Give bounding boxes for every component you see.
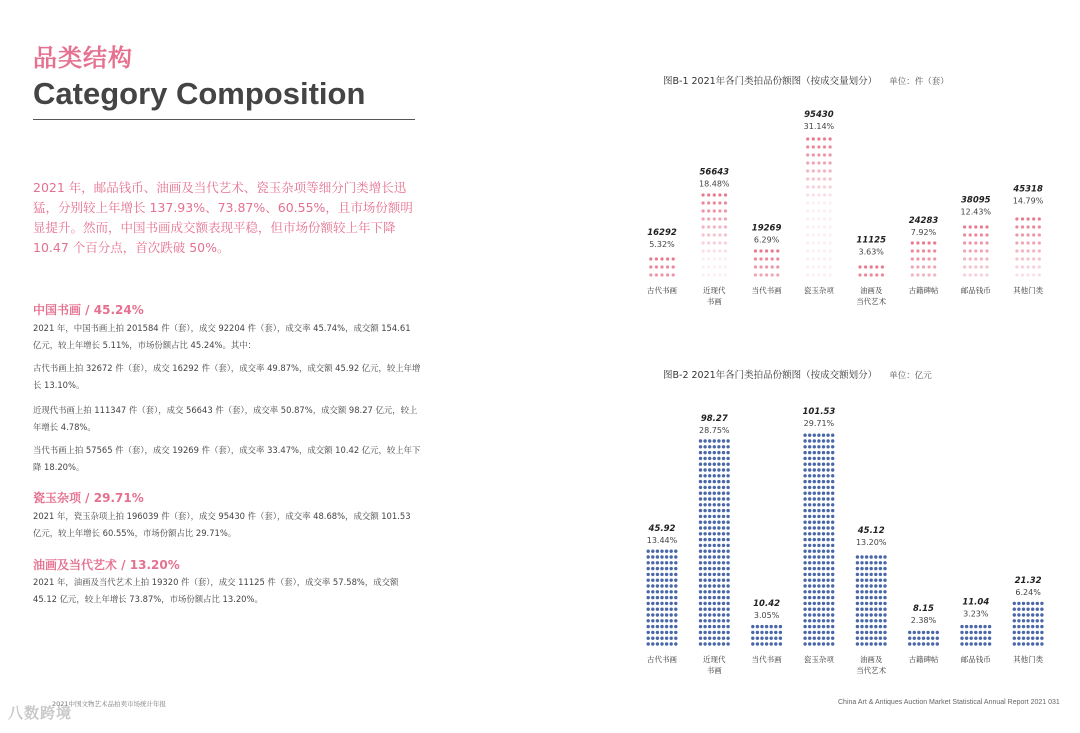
tick-label: 古代书画: [647, 655, 677, 664]
bar: [963, 225, 989, 276]
tick-label: 其他门类: [1013, 286, 1044, 295]
chart-title-volume: [663, 73, 949, 87]
paragraph: 2021 年，瓷玉杂项上拍 196039 件（套），成交 95430 件（套），成交率 48.68%，成交额 101.53 亿元，较上年增长 60.55%，市场份额占比 29.71%。: [33, 511, 411, 538]
data-label-value: 11.04: [962, 597, 990, 608]
tick-label: 当代艺术: [856, 666, 887, 675]
left-page: [0, 0, 430, 733]
bar: [751, 625, 782, 646]
bar-chart-volume: [640, 95, 1060, 325]
footer-right: China Art & Antiques Auction Market Statistical Annual Report 2021 031: [838, 699, 1060, 706]
section-heading-oil-painting: 油画及当代艺术 / 13.20%: [33, 558, 180, 572]
bar: [1015, 217, 1041, 276]
data-label-value: 95430: [804, 110, 834, 120]
tick-label: 邮品钱币: [960, 286, 991, 295]
data-label-value: 10.42: [753, 599, 781, 610]
data-label-value: 8.15: [913, 603, 934, 614]
data-label-percent: 13.20%: [855, 537, 887, 547]
data-label-percent: 28.75%: [699, 425, 730, 435]
chart-unit: 单位：件（套）: [889, 77, 949, 87]
bar: [908, 631, 939, 646]
data-label-percent: 31.14%: [803, 122, 835, 131]
data-label-percent: 3.63%: [858, 247, 884, 257]
bar: [754, 249, 780, 276]
data-label-value: 45318: [1013, 184, 1043, 195]
chart-title-text: 图B-1 2021年各门类拍品份额图（按成交量划分）: [663, 76, 878, 87]
data-label-percent: 2.38%: [910, 615, 937, 625]
footer-left: 2021中国文物艺术品拍卖市场统计年报: [52, 700, 167, 708]
data-label-percent: 18.48%: [699, 179, 730, 189]
paragraph: 2021 年，油画及当代艺术上拍 19320 件（套），成交 11125 件（套），成交率 57.58%，成交额 45.12 亿元，较上年增长 73.87%，市场份额占比 13.20%。: [33, 577, 399, 604]
tick-label: 当代书画: [751, 286, 782, 295]
tick-label: 油画及: [859, 286, 883, 295]
bar: [699, 439, 730, 645]
bar: [649, 257, 675, 276]
bar: [960, 625, 991, 646]
tick-label: 当代艺术: [856, 297, 887, 306]
data-label-value: 16292: [647, 227, 677, 238]
data-label-value: 19269: [751, 223, 782, 234]
paragraph: 2021 年，中国书画上拍 201584 件（套），成交 92204 件（套），成交率 45.74%，成交额 154.61 亿元，较上年增长 5.11%，市场份额占比 45.24%。其中：: [33, 323, 411, 350]
data-label-value: 45.12: [857, 525, 885, 536]
tick-label: 古籍碑帖: [908, 655, 939, 664]
bar: [702, 193, 728, 276]
chart-unit: 单位：亿元: [889, 371, 932, 381]
page-title-cn: 品类结构: [33, 44, 133, 72]
data-label-value: 45.92: [648, 524, 676, 535]
watermark-logo: 八数跨境: [8, 704, 73, 722]
data-label-percent: 7.92%: [910, 227, 937, 237]
data-label-percent: 3.05%: [753, 611, 780, 621]
tick-label: 近现代: [703, 655, 726, 664]
bar: [856, 555, 887, 645]
bar: [858, 265, 884, 276]
bar: [647, 550, 678, 646]
paragraph: 当代书画上拍 57565 件（套），成交 19269 件（套），成交率 33.47%，成交额 10.42 亿元，较上年下降 18.20%。: [33, 445, 421, 472]
title-divider: [33, 119, 415, 120]
bar: [803, 434, 834, 646]
tick-label: 油画及: [859, 655, 883, 664]
data-label-percent: 6.29%: [753, 235, 780, 245]
section-heading-chinese-painting: 中国书画 / 45.24%: [33, 303, 144, 317]
chart-title-text: 图B-2 2021年各门类拍品份额图（按成交额划分）: [663, 370, 878, 381]
page-title-en: Category Composition: [33, 76, 366, 111]
tick-label: 当代书画: [751, 655, 782, 664]
chart-title-value: [663, 367, 932, 381]
section-heading-ceramics: 瓷玉杂项 / 29.71%: [33, 491, 144, 505]
tick-label: 瓷玉杂项: [803, 655, 834, 664]
bar: [911, 241, 937, 276]
bar-chart-value: [640, 390, 1060, 690]
data-label-value: 98.27: [700, 413, 728, 424]
tick-label: 邮品钱币: [960, 655, 991, 664]
data-label-percent: 12.43%: [960, 207, 992, 217]
data-label-percent: 5.32%: [649, 239, 675, 249]
bar: [806, 137, 832, 276]
data-label-value: 38095: [961, 195, 991, 206]
data-label-value: 101.53: [802, 407, 836, 417]
data-label-percent: 13.44%: [646, 536, 678, 546]
tick-label: 瓷玉杂项: [803, 286, 834, 295]
paragraph: 古代书画上拍 32672 件（套），成交 16292 件（套），成交率 49.87%，成交额 45.92 亿元，较上年增长 13.10%。: [33, 363, 421, 390]
tick-label: 其他门类: [1013, 655, 1044, 664]
tick-label: 古代书画: [647, 286, 677, 295]
tick-label: 近现代: [703, 286, 726, 295]
tick-label: 书画: [706, 297, 722, 306]
data-label-value: 24283: [908, 215, 939, 226]
data-label-value: 11125: [856, 235, 886, 246]
data-label-value: 21.32: [1014, 576, 1042, 587]
data-label-percent: 3.23%: [963, 609, 989, 619]
data-label-value: 56643: [699, 167, 730, 178]
data-label-percent: 29.71%: [803, 419, 835, 428]
intro-paragraph: 2021 年，邮品钱币、油画及当代艺术、瓷玉杂项等细分门类增长迅猛，分别较上年增长 137.93%、73.87%、60.55%，且市场份额明显提升。然而，中国书画成交额表现平稳，但市场份额较上年下降 10.47 个百分点，首次跌破 50%。: [33, 180, 413, 255]
data-label-percent: 6.24%: [1015, 588, 1041, 598]
bar: [1013, 602, 1044, 646]
paragraph: 近现代书画上拍 111347 件（套），成交 56643 件（套），成交率 50.87%，成交额 98.27 亿元，较上年增长 4.78%。: [33, 405, 418, 432]
tick-label: 古籍碑帖: [908, 286, 939, 295]
data-label-percent: 14.79%: [1012, 196, 1044, 206]
tick-label: 书画: [706, 666, 722, 675]
